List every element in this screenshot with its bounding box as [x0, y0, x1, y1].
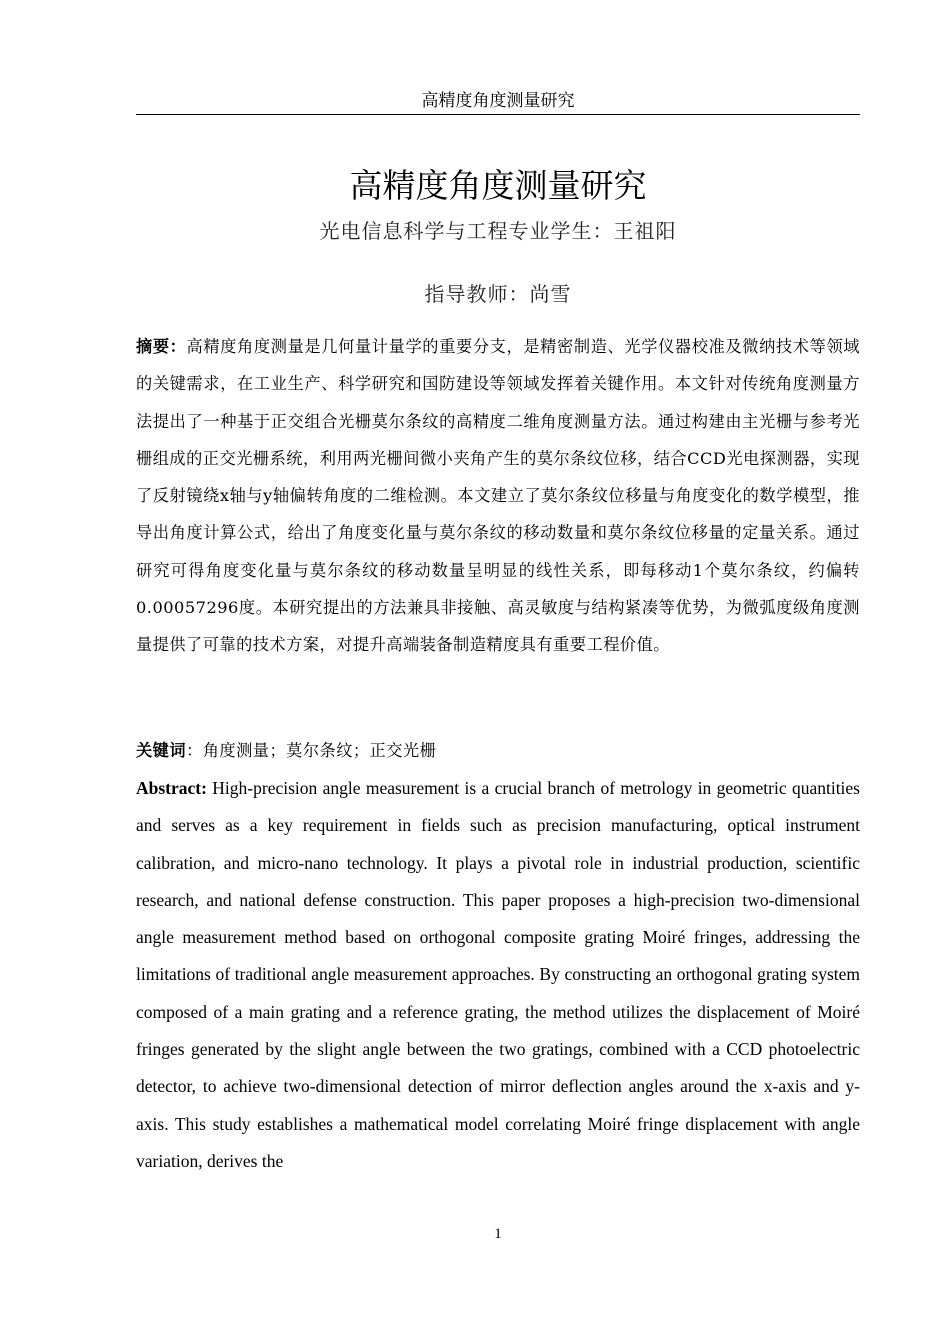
page-number: 1 [494, 1226, 502, 1242]
english-abstract-text: High-precision angle measurement is a crucial branch of metrology in geometric quantities and serves as a key requirement in fields such as precision manufacturing, optical instrument calibration, and micro-nano technology. It plays a pivotal role in industrial production, scientific research, and national defense construction. This paper proposes a high-precision two-dimensional angle measurement method based on orthogonal composite grating Moiré fringes, addressing the limitations of traditional angle measurement approaches. By constructing an orthogonal grating system composed of a main grating and a reference grating, the method utilizes the displacement of Moiré fringes generated by the slight angle between the two gratings, combined with a CCD photoelectric detector, to achieve two-dimensional detection of mirror deflection angles around the x-axis and y-axis. This study establishes a mathematical model correlating Moiré fringe displacement with angle variation, derives the [136, 778, 860, 1171]
english-abstract [136, 770, 860, 1180]
chinese-abstract [136, 328, 860, 664]
author-line: 光电信息科学与工程专业学生：王祖阳 [319, 219, 677, 243]
chinese-abstract-label: 摘要： [136, 337, 187, 356]
chinese-keywords-label: 关键词 [136, 741, 187, 760]
english-abstract-label: Abstract: [136, 778, 207, 798]
running-header: 高精度角度测量研究 [421, 91, 575, 111]
chinese-keywords-text: ：角度测量；莫尔条纹；正交光栅 [186, 741, 437, 760]
chinese-abstract-text: 高精度角度测量是几何量计量学的重要分支，是精密制造、光学仪器校准及微纳技术等领域的关键需求，在工业生产、科学研究和国防建设等领域发挥着关键作用。本文针对传统角度测量方法提出了一种基于正交组合光栅莫尔条纹的高精度二维角度测量方法。通过构建由主光栅与参考光栅组成的正交光栅系统，利用两光栅间微小夹角产生的莫尔条纹位移，结合CCD光电探测器，实现了反射镜绕x轴与y轴偏转角度的二维检测。本文建立了莫尔条纹位移量与角度变化的数学模型，推导出角度计算公式，给出了角度变化量与莫尔条纹的移动数量和莫尔条纹位移量的定量关系。通过研究可得角度变化量与莫尔条纹的移动数量呈明显的线性关系，即每移动1个莫尔条纹，约偏转0.00057296度。本研究提出的方法兼具非接触、高灵敏度与结构紧凑等优势，为微弧度级角度测量提供了可靠的技术方案，对提升高端装备制造精度具有重要工程价值。 [136, 337, 861, 655]
advisor-line: 指导教师：尚雪 [424, 282, 572, 306]
header-rule [136, 114, 860, 115]
chinese-keywords [136, 736, 860, 766]
paper-title: 高精度角度测量研究 [349, 166, 647, 206]
